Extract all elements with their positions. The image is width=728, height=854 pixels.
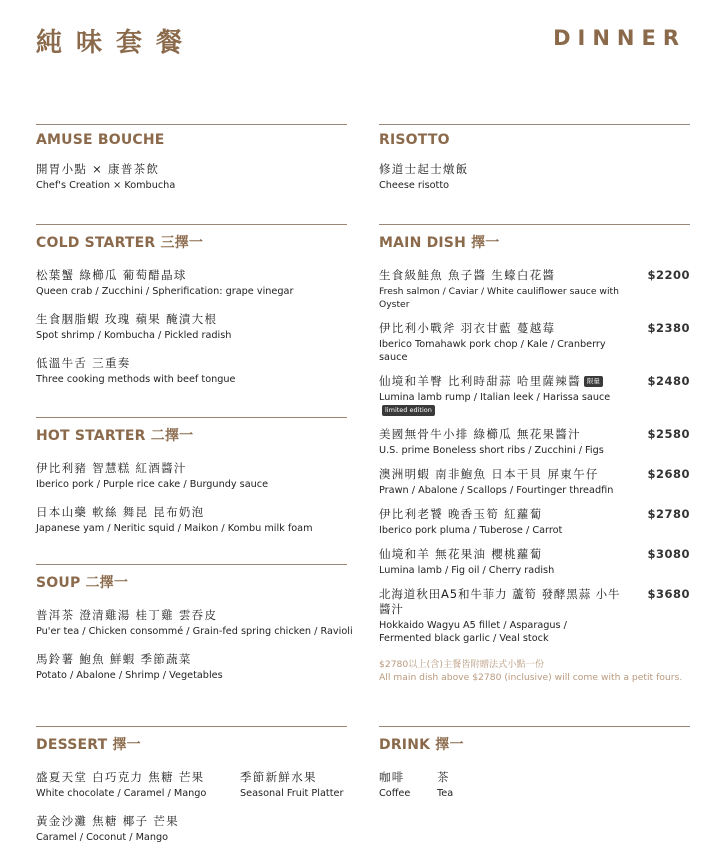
item-name-en: Fresh salmon / Caviar / White cauliflower sauce with Oyster [379,286,619,310]
note-en: All main dish above $2780 (inclusive) will come with a petit fours. [379,672,683,683]
item-name-en: Prawn / Abalone / Scallops / Fourtinger threadfin [379,485,614,496]
item-name-zh: 松葉蟹 綠櫛瓜 葡萄醋晶球 [36,268,187,282]
item-name-zh [379,374,690,389]
item-price: $2580 [647,427,690,441]
section-title: DRINK 擇一 [379,737,464,753]
menu-item [379,162,690,192]
menu-item [379,374,690,417]
drink-row [379,770,690,800]
menu-title-chinese: 純味套餐 [36,28,197,58]
item-name-zh: 茶 [437,770,450,784]
item-name-en: Potato / Abalone / Shrimp / Vegetables [36,670,223,681]
item-name-en: Iberico pork / Purple rice cake / Burgundy sauce [36,479,269,490]
section-title: AMUSE BOUCHE [36,132,165,148]
item-name-en: Hokkaido Wagyu A5 fillet / Asparagus / [379,620,567,631]
item-name-en: Spot shrimp / Kombucha / Pickled radish [36,330,232,341]
section-title: HOT STARTER 二擇一 [36,428,194,444]
section-title: RISOTTO [379,132,450,148]
item-name-zh: 生食胭脂蝦 玫瑰 蘋果 醃漬大根 [36,312,218,326]
item-price: $2380 [647,321,690,335]
item-name-zh: 修道士起士燉飯 [379,162,469,176]
section-soup [36,564,356,682]
item-price: $3680 [647,587,690,601]
item-name-zh: 日本山藥 軟絲 舞昆 昆布奶泡 [36,505,205,519]
item-name-en: Japanese yam / Neritic squid / Maikon / Kombu milk foam [36,523,313,534]
section-amuse-bouche [36,124,347,192]
item-name-en: Cheese risotto [379,180,450,191]
menu-item [36,162,347,192]
section-cold-starter [36,224,347,386]
item-name-en: Tea [437,788,454,799]
menu-item [36,356,347,386]
menu-item [36,770,240,800]
menu-title-english: DINNER [553,26,686,50]
item-name-zh: 馬鈴薯 鮑魚 鮮蝦 季節蔬菜 [36,652,192,666]
item-name-zh: 低溫牛舌 三重奏 [36,356,131,370]
item-price: $2200 [647,268,690,282]
menu-item [379,587,690,645]
section-hot-starter [36,417,347,535]
item-name-zh-text: 仙境和羊臀 比利時甜蒜 哈里薩辣醬 [379,374,581,388]
menu-item [379,467,690,497]
menu-item [36,461,347,491]
menu-item [437,770,453,800]
menu-item [36,268,347,298]
item-name-zh: 生食級鮭魚 魚子醬 生蠔白花醬 [379,268,556,282]
menu-item [379,268,690,311]
section-drink [379,726,690,800]
item-name-zh: 咖啡 [379,770,405,784]
item-name-en: Queen crab / Zucchini / Spherification: grape vinegar [36,286,294,297]
section-divider [36,224,347,225]
section-divider [36,124,347,125]
menu-item [240,770,343,800]
item-name-en: U.S. prime Boneless short ribs / Zucchini / Figs [379,445,604,456]
section-risotto [379,124,690,192]
section-title: SOUP 二擇一 [36,575,129,591]
menu-item [36,505,347,535]
item-name-en: Pu'er tea / Chicken consommé / Grain-fed spring chicken / Ravioli [36,626,353,637]
menu-item [36,814,347,844]
menu-item [379,547,690,577]
section-divider [36,564,347,565]
section-divider [379,224,690,225]
section-main-dish [379,224,690,684]
item-name-en: Caramel / Coconut / Mango [36,832,169,843]
item-name-en: Lumina lamb / Fig oil / Cherry radish [379,565,555,576]
petit-fours-note [379,658,690,684]
dessert-row [36,770,347,800]
item-name-en [379,391,690,417]
section-divider [379,726,690,727]
section-divider [36,726,347,727]
item-name-zh: 普洱茶 澄清雞湯 桂丁雞 雲吞皮 [36,608,218,622]
item-name-en: Three cooking methods with beef tongue [36,374,236,385]
item-name-zh: 黃金沙灘 焦糖 椰子 芒果 [36,814,179,828]
item-name-en-line2: Fermented black garlic / Veal stock [379,633,549,644]
menu-item [36,608,356,638]
item-name-en: Iberico pork pluma / Tuberose / Carrot [379,525,563,536]
item-price: $2480 [647,374,690,388]
limited-badge-zh: 限量 [584,376,603,387]
menu-item [379,321,690,364]
menu-item [36,652,356,682]
item-name-zh: 伊比利小戰斧 羽衣甘藍 蔓越莓 [379,321,556,335]
item-name-en: White chocolate / Caramel / Mango [36,788,207,799]
item-name-zh: 季節新鮮水果 [240,770,317,784]
menu-item [379,507,690,537]
item-name-zh: 仙境和羊 無花果油 櫻桃蘿蔔 [379,547,543,561]
item-name-zh: 澳洲明蝦 南非鮑魚 日本干貝 屏東午仔 [379,467,599,481]
item-price: $2780 [647,507,690,521]
menu-item [36,312,347,342]
limited-badge-en: limited edition [382,405,435,416]
item-name-en: Coffee [379,788,411,799]
item-name-en: Chef's Creation × Kombucha [36,180,176,191]
item-name-zh: 伊比利老饕 晚香玉筍 紅蘿蔔 [379,507,543,521]
section-title: COLD STARTER 三擇一 [36,235,204,251]
section-title: MAIN DISH 擇一 [379,235,500,251]
item-name-zh: 開胃小點 × 康普茶飲 [36,162,160,176]
menu-item [379,770,437,800]
item-name-en-text: Lumina lamb rump / Italian leek / Harissa sauce [379,392,611,403]
section-title: DESSERT 擇一 [36,737,141,753]
item-name-zh: 北海道秋田A5和牛菲力 蘆筍 發酵黑蒜 小牛醬汁 [379,587,621,616]
item-name-zh: 美國無骨牛小排 綠櫛瓜 無花果醬汁 [379,427,581,441]
note-zh: $2780以上(含)主餐皆附贈法式小點一份 [379,659,545,670]
menu-item [379,427,690,457]
item-name-zh: 盛夏天堂 白巧克力 焦糖 芒果 [36,770,205,784]
section-dessert [36,726,347,844]
section-divider [36,417,347,418]
item-name-en: Iberico Tomahawk pork chop / Kale / Cranberry sauce [379,339,606,363]
item-price: $3080 [647,547,690,561]
section-divider [379,124,690,125]
item-name-en: Seasonal Fruit Platter [240,788,344,799]
item-price: $2680 [647,467,690,481]
item-name-zh: 伊比利豬 智慧糕 紅酒醬汁 [36,461,187,475]
